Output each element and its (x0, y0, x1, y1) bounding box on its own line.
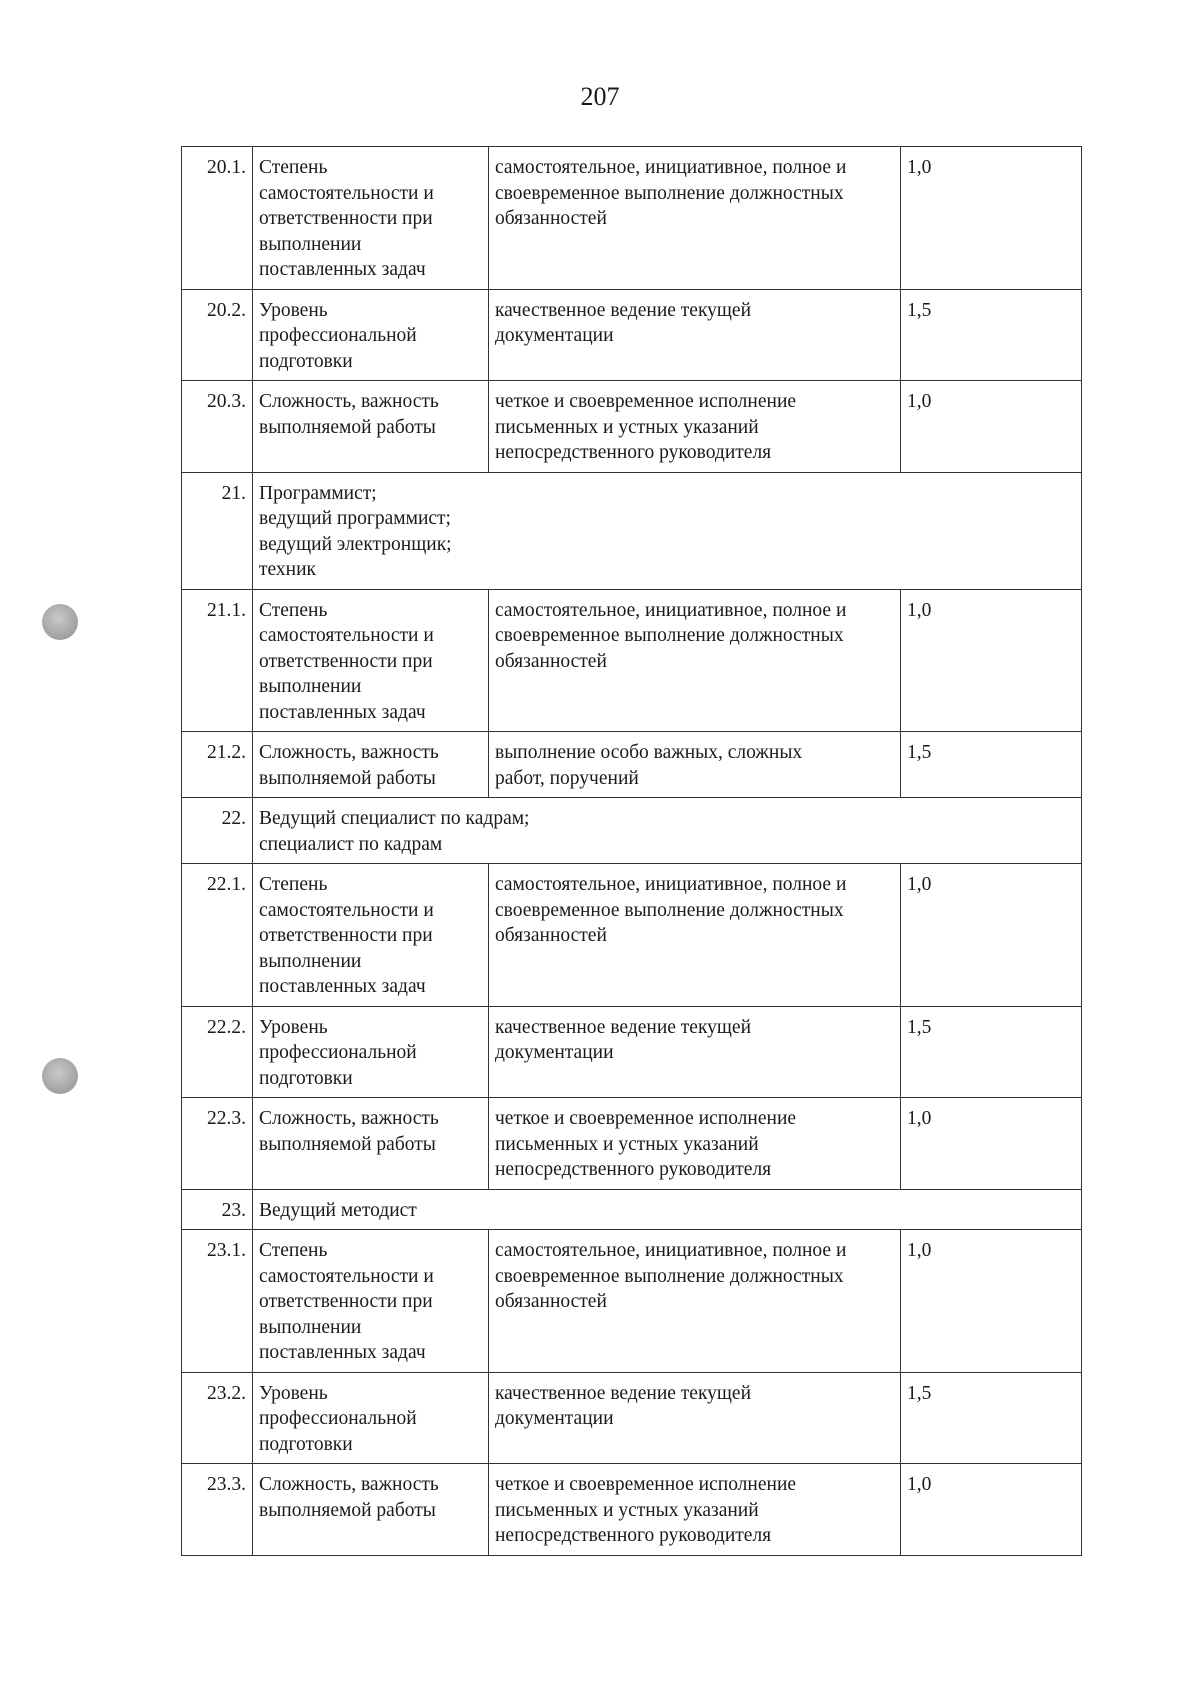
table-row (182, 864, 1082, 1007)
criterion-cell: Сложность, важность выполняемой работы (253, 1464, 489, 1556)
table-row (182, 589, 1082, 732)
coefficient-cell: 1,5 (901, 732, 1082, 798)
row-number: 21.2. (182, 732, 253, 798)
criterion-cell: Степень самостоятельности и ответственности при выполнении поставленных задач (253, 1230, 489, 1373)
section-row (182, 472, 1082, 589)
row-number: 22.1. (182, 864, 253, 1007)
indicator-cell: четкое и своевременное исполнение письменных и устных указаний непосредственного руководителя (489, 1098, 901, 1190)
row-number: 21. (182, 472, 253, 589)
indicator-cell: качественное ведение текущей документации (489, 1006, 901, 1098)
row-number: 23. (182, 1189, 253, 1230)
binder-hole (42, 604, 78, 640)
table-row (182, 732, 1082, 798)
coefficient-cell: 1,0 (901, 1464, 1082, 1556)
indicator-cell: качественное ведение текущей документации (489, 289, 901, 381)
section-title: Программист; ведущий программист; ведущий электронщик; техник (253, 472, 1082, 589)
section-row (182, 1189, 1082, 1230)
table-row (182, 1006, 1082, 1098)
criterion-cell: Степень самостоятельности и ответственности при выполнении поставленных задач (253, 589, 489, 732)
criteria-table-body (182, 147, 1082, 1556)
binder-hole (42, 1058, 78, 1094)
criterion-cell: Сложность, важность выполняемой работы (253, 1098, 489, 1190)
table-row (182, 381, 1082, 473)
coefficient-cell: 1,0 (901, 381, 1082, 473)
row-number: 22.3. (182, 1098, 253, 1190)
indicator-cell: качественное ведение текущей документации (489, 1372, 901, 1464)
row-number: 23.3. (182, 1464, 253, 1556)
row-number: 22. (182, 798, 253, 864)
criterion-cell: Уровень профессиональной подготовки (253, 1372, 489, 1464)
criterion-cell: Степень самостоятельности и ответственности при выполнении поставленных задач (253, 864, 489, 1007)
indicator-cell: самостоятельное, инициативное, полное и своевременное выполнение должностных обязанностей (489, 864, 901, 1007)
indicator-cell: самостоятельное, инициативное, полное и своевременное выполнение должностных обязанностей (489, 1230, 901, 1373)
row-number: 20.2. (182, 289, 253, 381)
section-row (182, 798, 1082, 864)
coefficient-cell: 1,0 (901, 589, 1082, 732)
indicator-cell: четкое и своевременное исполнение письменных и устных указаний непосредственного руководителя (489, 381, 901, 473)
table-row (182, 289, 1082, 381)
indicator-cell: самостоятельное, инициативное, полное и своевременное выполнение должностных обязанностей (489, 147, 901, 290)
table-row (182, 1098, 1082, 1190)
row-number: 22.2. (182, 1006, 253, 1098)
section-title: Ведущий методист (253, 1189, 1082, 1230)
row-number: 21.1. (182, 589, 253, 732)
coefficient-cell: 1,5 (901, 1006, 1082, 1098)
criteria-table (181, 146, 1082, 1556)
coefficient-cell: 1,0 (901, 1098, 1082, 1190)
row-number: 20.3. (182, 381, 253, 473)
coefficient-cell: 1,0 (901, 1230, 1082, 1373)
coefficient-cell: 1,5 (901, 1372, 1082, 1464)
coefficient-cell: 1,0 (901, 864, 1082, 1007)
table-row (182, 1464, 1082, 1556)
indicator-cell: четкое и своевременное исполнение письменных и устных указаний непосредственного руководителя (489, 1464, 901, 1556)
section-title: Ведущий специалист по кадрам; специалист по кадрам (253, 798, 1082, 864)
table-row (182, 1372, 1082, 1464)
criterion-cell: Степень самостоятельности и ответственности при выполнении поставленных задач (253, 147, 489, 290)
criterion-cell: Уровень профессиональной подготовки (253, 289, 489, 381)
indicator-cell: выполнение особо важных, сложных работ, поручений (489, 732, 901, 798)
coefficient-cell: 1,5 (901, 289, 1082, 381)
coefficient-cell: 1,0 (901, 147, 1082, 290)
row-number: 20.1. (182, 147, 253, 290)
table-row (182, 147, 1082, 290)
row-number: 23.1. (182, 1230, 253, 1373)
row-number: 23.2. (182, 1372, 253, 1464)
table-row (182, 1230, 1082, 1373)
page-number: 207 (580, 82, 620, 111)
criterion-cell: Сложность, важность выполняемой работы (253, 732, 489, 798)
indicator-cell: самостоятельное, инициативное, полное и своевременное выполнение должностных обязанностей (489, 589, 901, 732)
criterion-cell: Сложность, важность выполняемой работы (253, 381, 489, 473)
criterion-cell: Уровень профессиональной подготовки (253, 1006, 489, 1098)
